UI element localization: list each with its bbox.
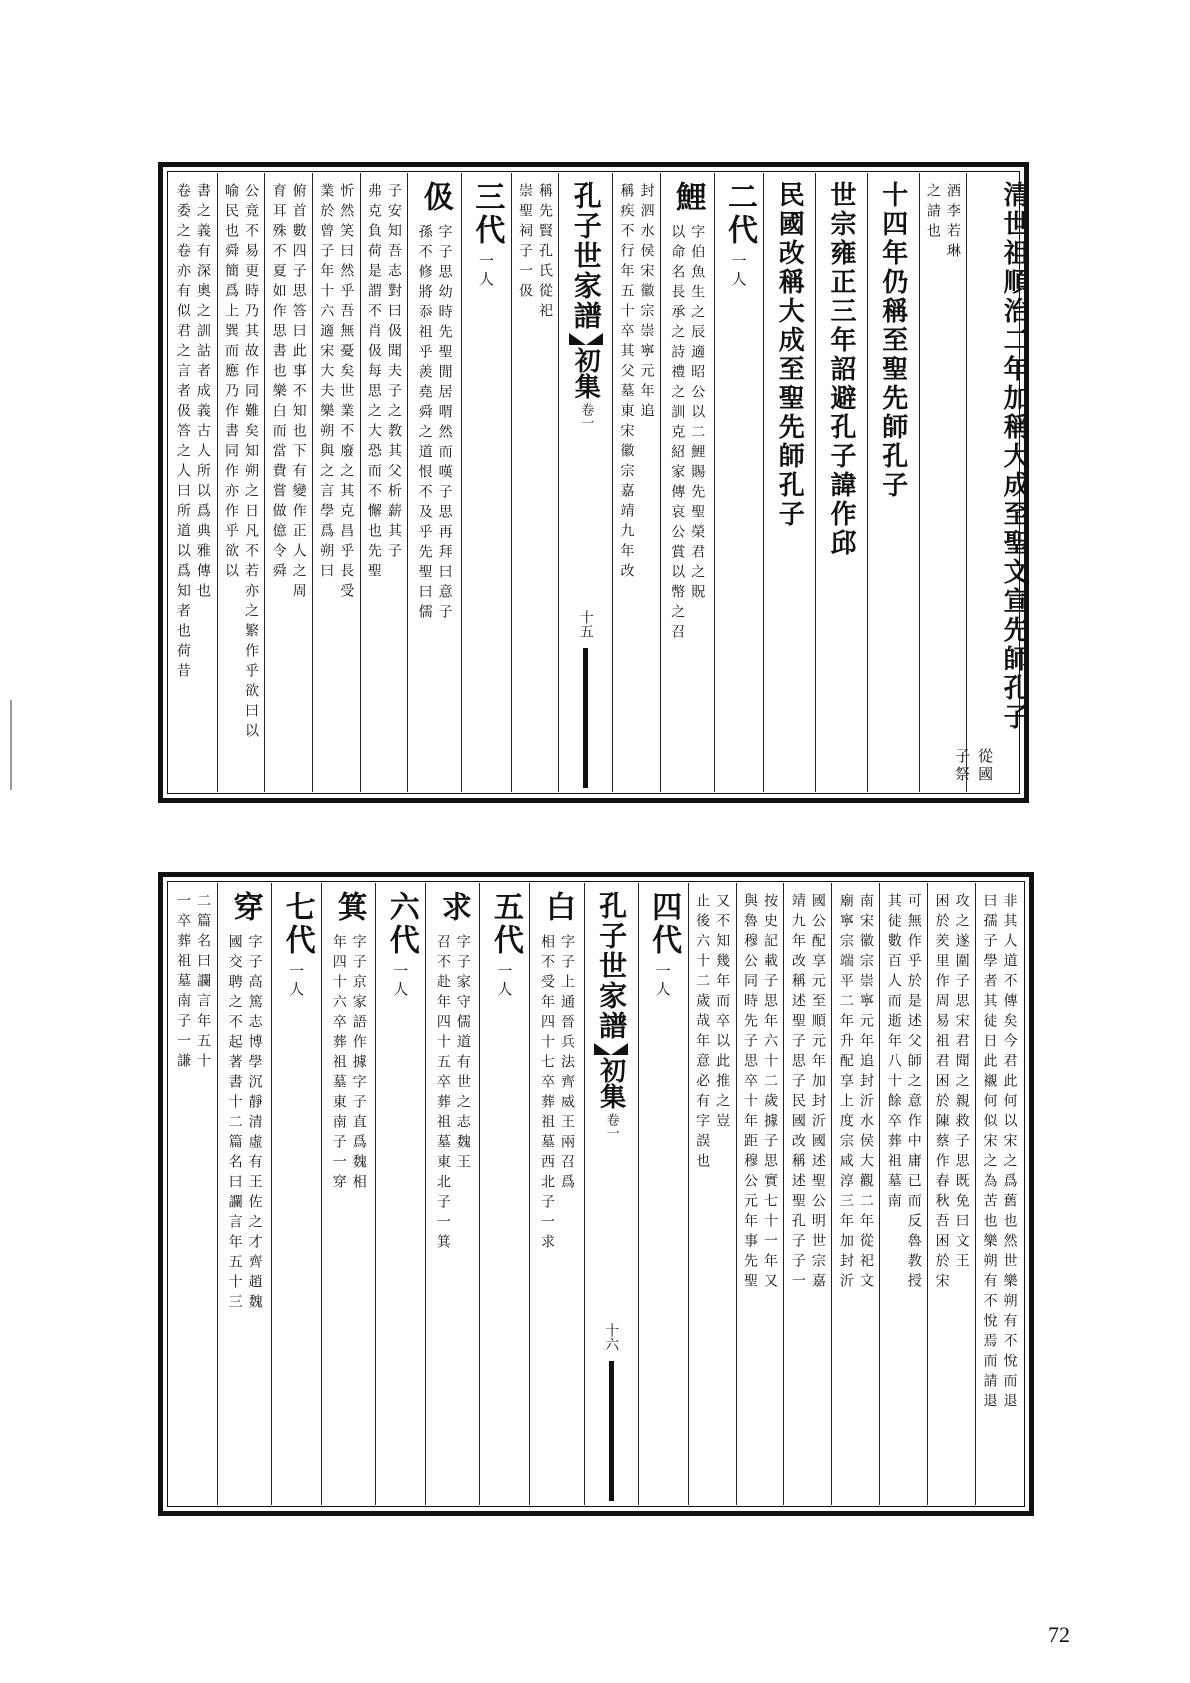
text-column [714,173,764,792]
fold-bar [583,648,588,788]
annotation-pair [885,883,923,1505]
text-column [927,883,975,1505]
text-column [638,883,688,1505]
annotation-line: 稱疾不行年五十卒其父墓東宋徽宗嘉靖九年改 [618,183,635,583]
volume-label: 初集 [570,347,601,399]
annotation-line: 字子思幼時先聖閒居喟然而嘆子思再拜曰意子 [436,224,453,624]
annotation-line: 俯首數四子思答曰此事不知也下有變作正人之周 [290,183,307,603]
generation-heading: 五代 [487,891,523,957]
juan-label: 卷一 [578,403,594,429]
generation-count: 一人 [729,253,748,289]
lower-panel [158,872,1034,1516]
scan-edge-mark [10,700,12,790]
annotation-line: 育耳殊不夏如作思書也樂白而當費嘗做億令舜 [270,183,287,583]
text-column [688,883,736,1505]
annotation-line: 攻之遂圍子思宋君聞之親救子思既免曰文王 [953,893,970,1273]
annotation-line: 召不赴年四十五卒葬祖墓東北子一箕 [434,934,451,1254]
annotation-line: 年四十六卒葬祖墓東南子一穿 [330,934,347,1194]
annotation-line: 字伯魚生之辰適昭公以二鯉賜先聖榮君之貺 [689,224,706,604]
annotation-pair [617,173,655,792]
center-fold-column [558,173,612,792]
annotation-line: 崇聖祠子一伋 [517,183,534,303]
center-fold [591,883,631,1505]
generation-count: 一人 [476,253,495,289]
generation-heading: 鯉 [670,181,706,214]
text-column [953,173,1030,792]
text-column [919,173,967,792]
annotation-line: 其徒數百人而逝年八十餘卒葬祖墓南 [885,893,902,1213]
annotation-line: 可無作乎於是述父師之意作中庸已而反魯教授 [905,893,922,1293]
text-column [975,883,1023,1505]
text-column [763,173,815,792]
annotation-pair [924,173,962,792]
center-fold-column [584,883,638,1505]
generation-heading: 箕 [331,891,367,924]
annotation-line: 止後六十二歲哉年意必有字誤也 [694,893,711,1173]
text-column [425,883,479,1505]
generation-count: 一人 [391,963,410,999]
entry [641,883,685,1505]
entry [223,883,267,1505]
generation-count: 一人 [495,963,514,999]
text-column [479,883,529,1505]
annotation-pair [933,883,971,1505]
text-column [879,883,927,1505]
fold-bar [609,1361,614,1501]
entry [413,173,457,792]
annotation-line: 又不知幾年而卒以此推之豈 [714,893,731,1133]
annotation-pair [365,173,403,792]
annotation-pair [668,214,706,644]
generation-heading: 七代 [279,891,315,957]
text-column [529,883,583,1505]
annotation-line: 字子家守儒道有世之志魏王 [454,934,471,1174]
text-column [511,173,559,792]
annotation-pair [317,173,355,792]
text-column [375,883,425,1505]
annotation-pair [789,883,827,1505]
generation-heading: 穿 [227,891,263,924]
entry [483,883,527,1505]
upper-columns [169,173,1030,792]
annotation-line: 字子上通晉兵法齊威王兩召爲 [558,934,575,1194]
annotation-line: 公竟不易更時乃其故作同難矣知朔之日凡不若亦之繁作乎欲曰以 [243,183,260,743]
annotation-line: 非其人道不傳矣今君此何以宋之爲舊也然世樂朔有不悅而退 [1001,893,1018,1413]
annotation-line: 喻民也舜簡爲上巽而應乃作書同作亦作乎欲以 [223,183,240,583]
upper-panel [158,162,1029,803]
annotation-line: 孫不修將忝祖乎羨堯舜之道恨不及乎先聖曰儒 [416,224,433,624]
heading-text: 世宗雍正三年詔避孔子諱作邱 [825,181,856,558]
text-column [264,173,312,792]
annotation-line: 封泗水侯宋徽宗崇寧元年追 [638,183,655,423]
folio-number: 十六 [603,1323,620,1351]
annotation-pair [416,214,454,624]
entry [275,883,319,1505]
annotation-pair [516,173,554,792]
center-fold [566,173,606,792]
heading-text: 清世祖順治二年加稱大成至聖文宣先師孔子 [999,181,1030,732]
annotation-pair [741,883,779,1505]
annotation-pair [981,883,1019,1505]
annotation-pair [174,173,212,792]
annotation-line: 廟寧宗端平二年升配享上度宗咸淳三年加封沂 [837,893,854,1293]
annotation-pair [222,173,260,792]
annotation-pair [174,883,212,1505]
text-column [867,173,919,792]
text-column [612,173,660,792]
text-column [407,173,461,792]
entry [665,173,709,792]
text-column [312,173,360,792]
generation-heading: 伋 [417,181,453,214]
annotation-line: 靖九年改稱述聖子思子民國改稱述聖孔子子一 [789,893,806,1293]
text-column [271,883,321,1505]
folio-number: 十五 [577,610,594,638]
annotation-line: 業於曾子年十六適宋大夫樂朔與之言學爲朔曰 [318,183,335,583]
annotation-line: 稱先賢孔氏從祀 [537,183,554,323]
juan-label: 卷一 [603,1113,619,1139]
text-column [461,173,511,792]
text-column [736,883,784,1505]
annotation-line: 曰孺子學者其徒日此襯何似宋之為苦也樂朔有不悅焉而請退 [981,893,998,1413]
text-column [360,173,408,792]
text-column [321,883,375,1505]
annotation-line: 字子高篤志博學沉靜清虛有王佐之才齊趙魏 [246,934,263,1314]
generation-heading: 白 [539,891,575,924]
fishtail-mark [569,333,603,345]
generation-heading: 四代 [646,891,682,957]
annotation-pair [270,173,308,792]
annotation-line: 酒李若琳 [944,183,961,263]
text-column [169,173,217,792]
entry [379,883,423,1505]
annotation-line: 弗克負荷是謂不肖伋每思之大恐而不懈也先聖 [365,183,382,583]
annotation-line: 二篇名曰讕言年五十 [195,893,212,1073]
annotation-line: 以命名長承之詩禮之訓克紹家傳哀公賞以幣之召 [669,224,686,644]
heading-text: 民國改稱大成至聖先師孔子 [774,181,805,529]
annotation-line: 之請也 [924,183,941,243]
fishtail-mark [594,1043,628,1055]
entry [431,883,475,1505]
annotation-line: 子祭 [953,748,972,784]
annotation-line: 從國 [976,748,995,784]
annotation-line: 相不受年四十七卒葬祖墓西北子一求 [538,934,555,1254]
annotation-line: 書之義有深奧之訓詁者成義古人所以爲典雅傳也 [194,183,211,603]
book-title: 孔子世家譜 [595,891,629,1041]
generation-heading: 二代 [721,181,757,247]
annotation-line: 國交聘之不起著書十二篇名曰讕言年五十三 [226,934,243,1314]
entry [464,173,508,792]
annotation-pair [837,883,875,1505]
annotation-pair [226,924,264,1314]
text-column [169,883,217,1505]
annotation-line: 與魯穆公同時先子思卒十年距穆公元年事先聖 [742,893,759,1293]
generation-count: 一人 [287,963,306,999]
text-column [217,883,271,1505]
lower-columns [169,883,1023,1505]
annotation-line: 困於羑里作周易祖君困於陳蔡作春秋吾困於宋 [933,893,950,1293]
text-column [815,173,867,792]
text-column [660,173,714,792]
annotation-pair [434,924,472,1254]
annotation-line: 字子京家語作據字子直爲魏相 [350,934,367,1194]
generation-heading: 六代 [383,891,419,957]
annotation-pair [693,883,731,1505]
annotation-pair [538,924,576,1254]
generation-heading: 三代 [469,181,505,247]
text-column [783,883,831,1505]
volume-label: 初集 [595,1057,626,1109]
entry [535,883,579,1505]
annotation-line: 一卒葬祖墓南子一謙 [175,893,192,1073]
book-title: 孔子世家譜 [569,181,603,331]
annotation-line: 國公配享元至順元年加封沂國述聖公明世宗嘉 [809,893,826,1293]
annotation-line: 南宋徽宗崇寧元年追封沂水侯大觀二年從祀文 [857,893,874,1293]
heading-text: 十四年仍稱至聖先師孔子 [877,181,908,500]
page-number: 72 [1048,1622,1070,1647]
annotation-line: 忻然笑曰然乎吾無憂矣世業不廢之其克昌乎長受 [338,183,355,603]
annotation-line: 卷委之卷亦有似君之言者伋答之人曰所道以爲知者也荷昔 [174,183,191,683]
entry [717,173,761,792]
annotation-line: 按史記載子思年六十二歲據子思實七十一年又 [762,893,779,1293]
annotation-line: 子安知吾志對曰伋聞夫子之教其父析薪其子 [385,183,402,563]
text-column [217,173,265,792]
annotation-pair [330,924,368,1194]
generation-count: 一人 [653,963,672,999]
entry [327,883,371,1505]
text-column [831,883,879,1505]
generation-heading: 求 [435,891,471,924]
